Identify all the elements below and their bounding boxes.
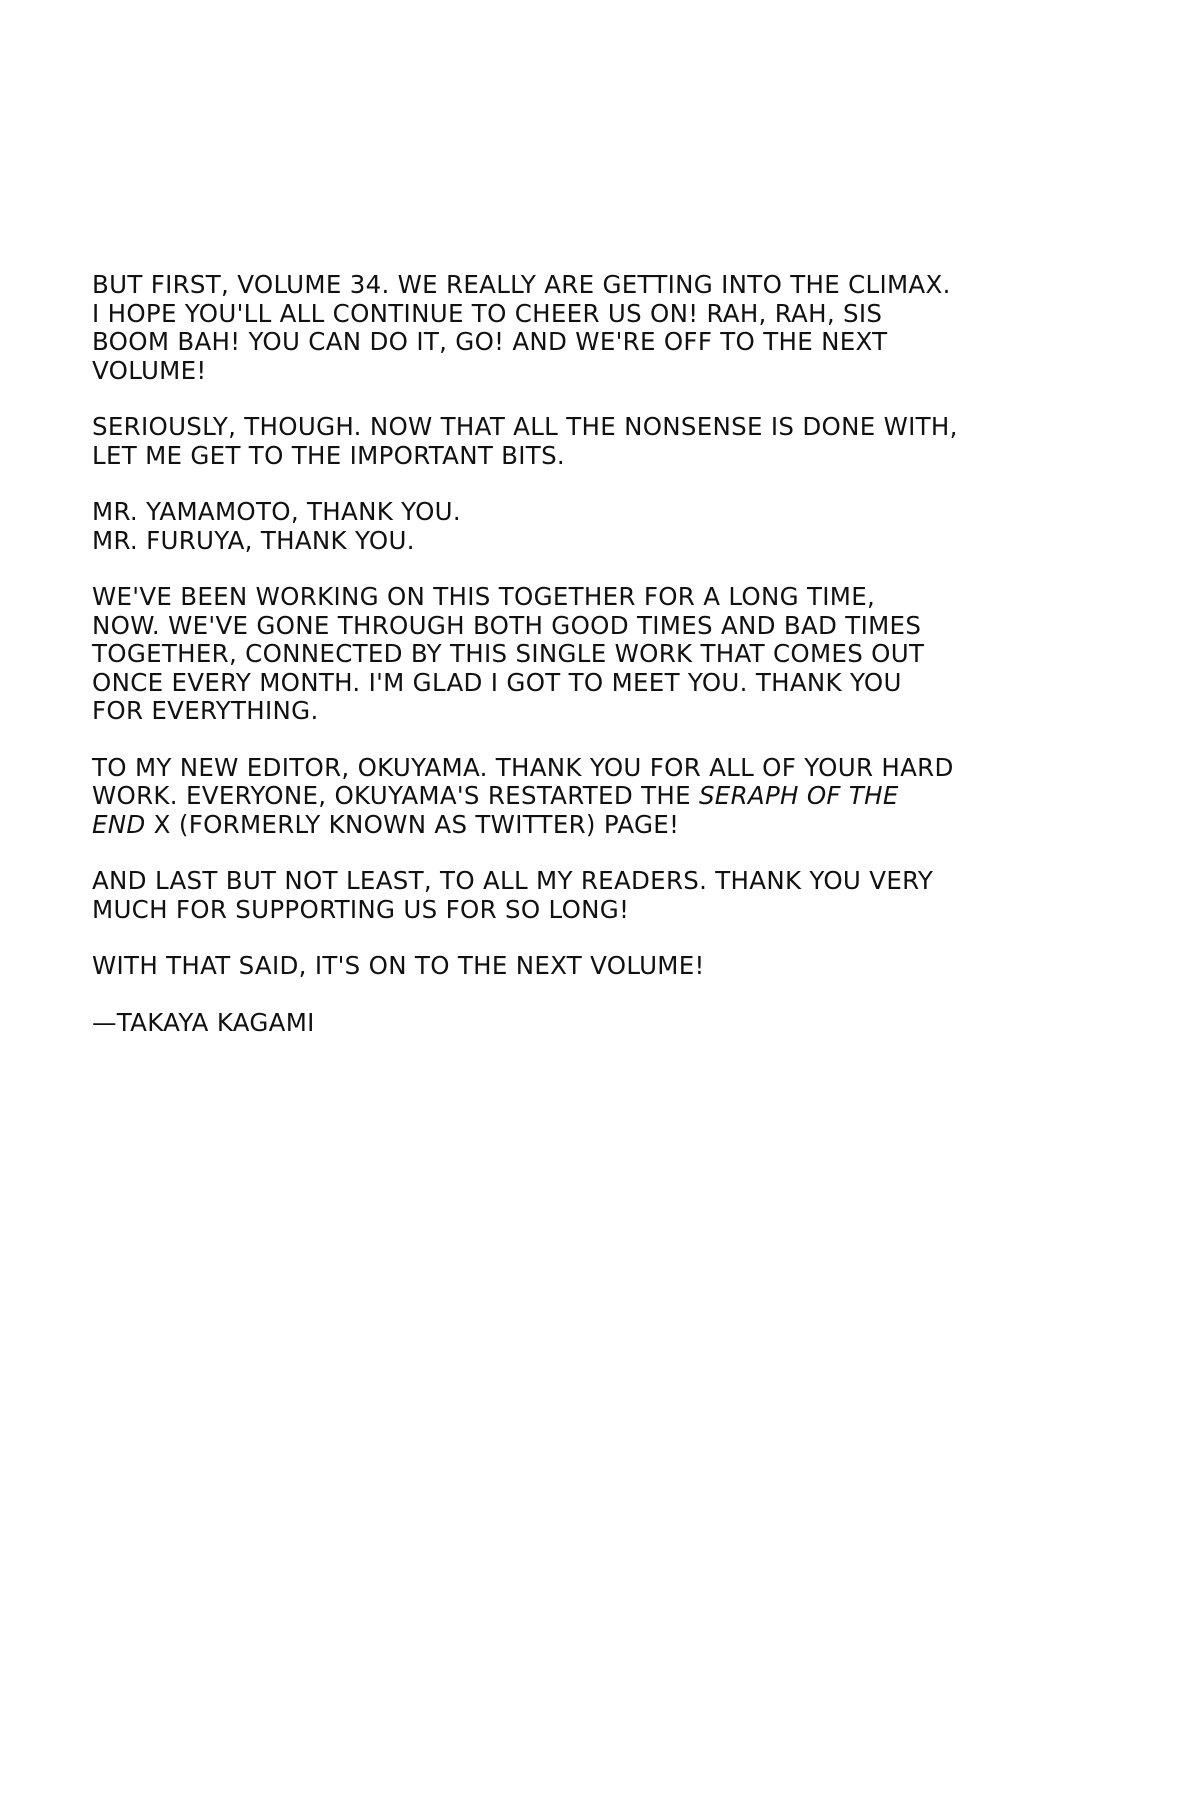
paragraph-thanks-editors <box>92 498 1102 555</box>
text-line: LET ME GET TO THE IMPORTANT BITS. <box>92 440 566 470</box>
text-line: WE'VE BEEN WORKING ON THIS TOGETHER FOR A LONG TIME, <box>92 582 876 611</box>
series-title-italic: END <box>92 809 146 839</box>
text-line: BOOM BAH! YOU CAN DO IT, GO! AND WE'RE OFF TO THE NEXT <box>92 327 888 356</box>
afterword-letter <box>92 271 1102 1037</box>
paragraph-next-volume <box>92 952 1102 981</box>
text-line: MUCH FOR SUPPORTING US FOR SO LONG! <box>92 894 630 924</box>
text-line: NOW. WE'VE GONE THROUGH BOTH GOOD TIMES AND BAD TIMES <box>92 610 922 640</box>
text-line: MR. YAMAMOTO, THANK YOU. <box>92 497 461 526</box>
text-line <box>92 811 1102 840</box>
text-line: TOGETHER, CONNECTED BY THIS SINGLE WORK THAT COMES OUT <box>92 639 925 668</box>
paragraph-working-together <box>92 583 1102 726</box>
text-line: MR. FURUYA, THANK YOU. <box>92 525 415 555</box>
series-title-italic: SERAPH OF THE <box>698 781 899 810</box>
paragraph-volume-34 <box>92 271 1102 385</box>
text-line: WITH THAT SAID, IT'S ON TO THE NEXT VOLUME! <box>92 951 705 980</box>
paragraph-seriously <box>92 413 1102 470</box>
text-line <box>92 782 1102 811</box>
paragraph-new-editor <box>92 754 1102 840</box>
text-line: VOLUME! <box>92 355 207 385</box>
text-line: BUT FIRST, VOLUME 34. WE REALLY ARE GETTING INTO THE CLIMAX. <box>92 270 951 299</box>
text-line: FOR EVERYTHING. <box>92 696 319 725</box>
text-line: I HOPE YOU'LL ALL CONTINUE TO CHEER US ON! RAH, RAH, SIS <box>92 298 883 328</box>
text-line: TO MY NEW EDITOR, OKUYAMA. THANK YOU FOR ALL OF YOUR HARD <box>92 752 954 782</box>
text-segment: WORK. EVERYONE, OKUYAMA'S RESTARTED THE <box>92 781 699 810</box>
text-line: AND LAST BUT NOT LEAST, TO ALL MY READERS. THANK YOU VERY <box>92 866 934 895</box>
author-signature <box>92 1009 1102 1038</box>
text-line: ONCE EVERY MONTH. I'M GLAD I GOT TO MEET YOU. THANK YOU <box>92 667 902 697</box>
text-segment: X (FORMERLY KNOWN AS TWITTER) PAGE! <box>145 809 680 839</box>
text-line: SERIOUSLY, THOUGH. NOW THAT ALL THE NONSENSE IS DONE WITH, <box>92 412 958 441</box>
paragraph-readers <box>92 867 1102 924</box>
signature-text: —TAKAYA KAGAMI <box>92 1007 315 1037</box>
